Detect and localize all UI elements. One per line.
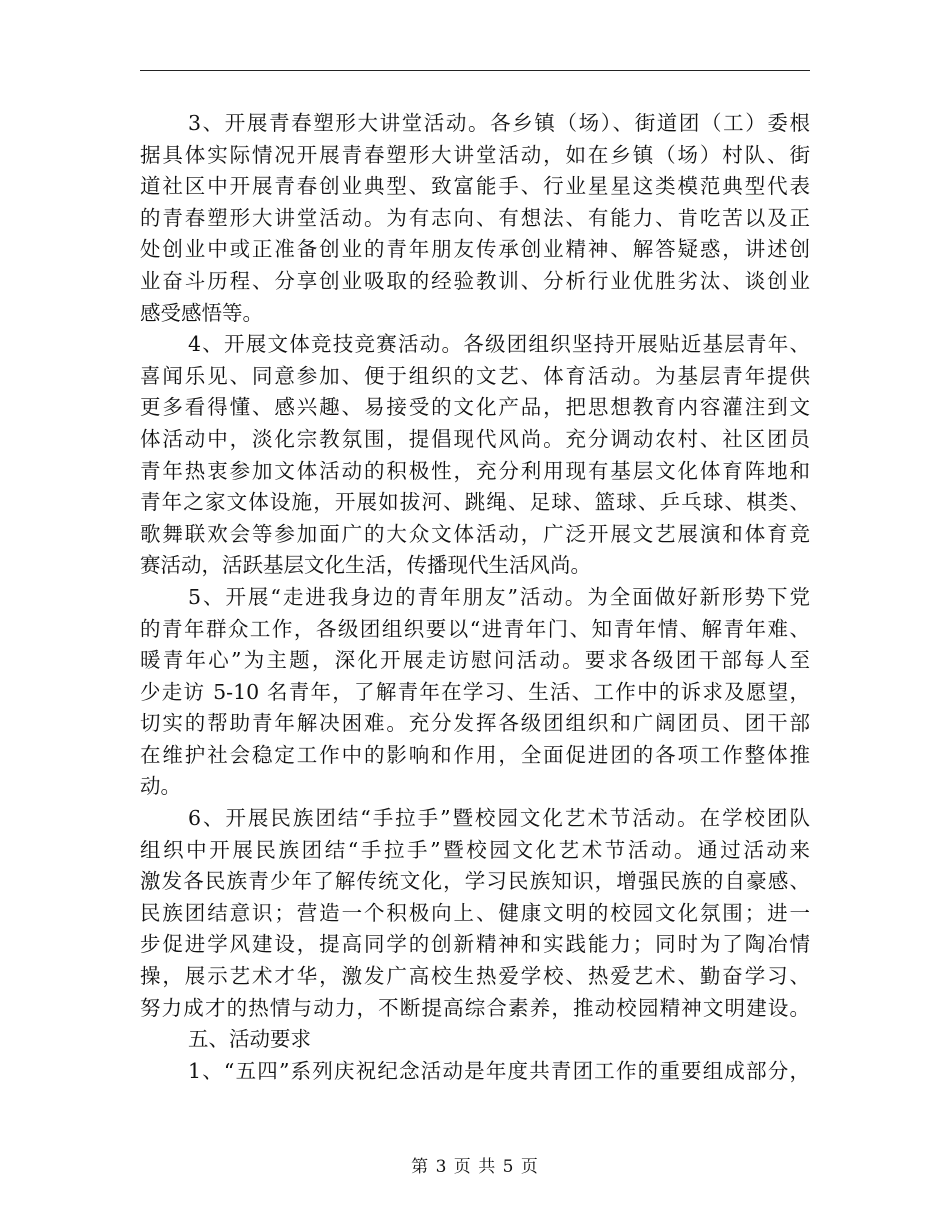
text-line: 操，展示艺术才华，激发广高校生热爱学校、热爱艺术、勤奋学习、 xyxy=(140,964,810,989)
text-line: 喜闻乐见、同意参加、便于组织的文艺、体育活动。为基层青年提供 xyxy=(140,363,810,388)
text-line: 努力成才的热情与动力，不断提高综合素养，推动校园精神文明建设。 xyxy=(140,995,810,1020)
text-line: 赛活动，活跃基层文化生活，传播现代生活风尚。 xyxy=(140,553,591,578)
text-line: 激发各民族青少年了解传统文化，学习民族知识，增强民族的自豪感、 xyxy=(140,869,810,894)
text-line: 在维护社会稳定工作中的影响和作用，全面促进团的各项工作整体推 xyxy=(140,742,810,767)
text-line: 五、活动要求 xyxy=(188,1027,311,1052)
text-line: 的青年群众工作，各级团组织要以“进青年门、知青年情、解青年难、 xyxy=(140,616,810,641)
text-line: 感受感悟等。 xyxy=(140,300,263,325)
text-line: 3、开展青春塑形大讲堂活动。各乡镇（场）、街道团（工）委根 xyxy=(188,111,810,135)
text-line: 4、开展文体竞技竞赛活动。各级团组织坚持开展贴近基层青年、 xyxy=(188,332,810,357)
text-line: 动。 xyxy=(140,774,181,799)
text-line: 步促进学风建设，提高同学的创新精神和实践能力；同时为了陶冶情 xyxy=(140,932,810,957)
text-line: 体活动中，淡化宗教氛围，提倡现代风尚。充分调动农村、社区团员 xyxy=(140,426,810,451)
page-number: 第 3 页 共 5 页 xyxy=(411,1157,539,1177)
text-line: 1、“五四”系列庆祝纪念活动是年度共青团工作的重要组成部分， xyxy=(188,1058,810,1083)
text-line: 道社区中开展青春创业典型、致富能手、行业星星这类模范典型代表 xyxy=(140,174,810,199)
text-line: 切实的帮助青年解决困难。充分发挥各级团组织和广阔团员、团干部 xyxy=(140,711,810,736)
text-line: 少走访 5-10 名青年，了解青年在学习、生活、工作中的诉求及愿望， xyxy=(140,679,810,704)
text-line: 青年热衷参加文体活动的积极性，充分利用现有基层文化体育阵地和 xyxy=(140,458,810,483)
document-body xyxy=(140,108,810,1087)
text-line: 更多看得懂、感兴趣、易接受的文化产品，把思想教育内容灌注到文 xyxy=(140,395,810,420)
text-line: 业奋斗历程、分享创业吸取的经验教训、分析行业优胜劣汰、谈创业 xyxy=(140,268,810,293)
text-line: 歌舞联欢会等参加面广的大众文体活动，广泛开展文艺展演和体育竞 xyxy=(140,521,810,546)
text-line: 民族团结意识；营造一个积极向上、健康文明的校园文化氛围；进一 xyxy=(140,900,810,925)
text-line: 青年之家文体设施，开展如拔河、跳绳、足球、篮球、乒乓球、棋类、 xyxy=(140,490,810,515)
text-line: 6、开展民族团结“手拉手”暨校园文化艺术节活动。在学校团队 xyxy=(188,806,810,831)
text-line: 处创业中或正准备创业的青年朋友传承创业精神、解答疑惑，讲述创 xyxy=(140,237,810,262)
text-line: 暖青年心”为主题，深化开展走访慰问活动。要求各级团干部每人至 xyxy=(140,648,810,673)
text-line: 据具体实际情况开展青春塑形大讲堂活动，如在乡镇（场）村队、街 xyxy=(140,142,810,167)
text-line: 的青春塑形大讲堂活动。为有志向、有想法、有能力、肯吃苦以及正 xyxy=(140,205,810,230)
header-rule xyxy=(140,70,810,71)
text-line: 5、开展“走进我身边的青年朋友”活动。为全面做好新形势下党 xyxy=(188,584,810,609)
text-line: 组织中开展民族团结“手拉手”暨校园文化艺术节活动。通过活动来 xyxy=(140,837,810,862)
